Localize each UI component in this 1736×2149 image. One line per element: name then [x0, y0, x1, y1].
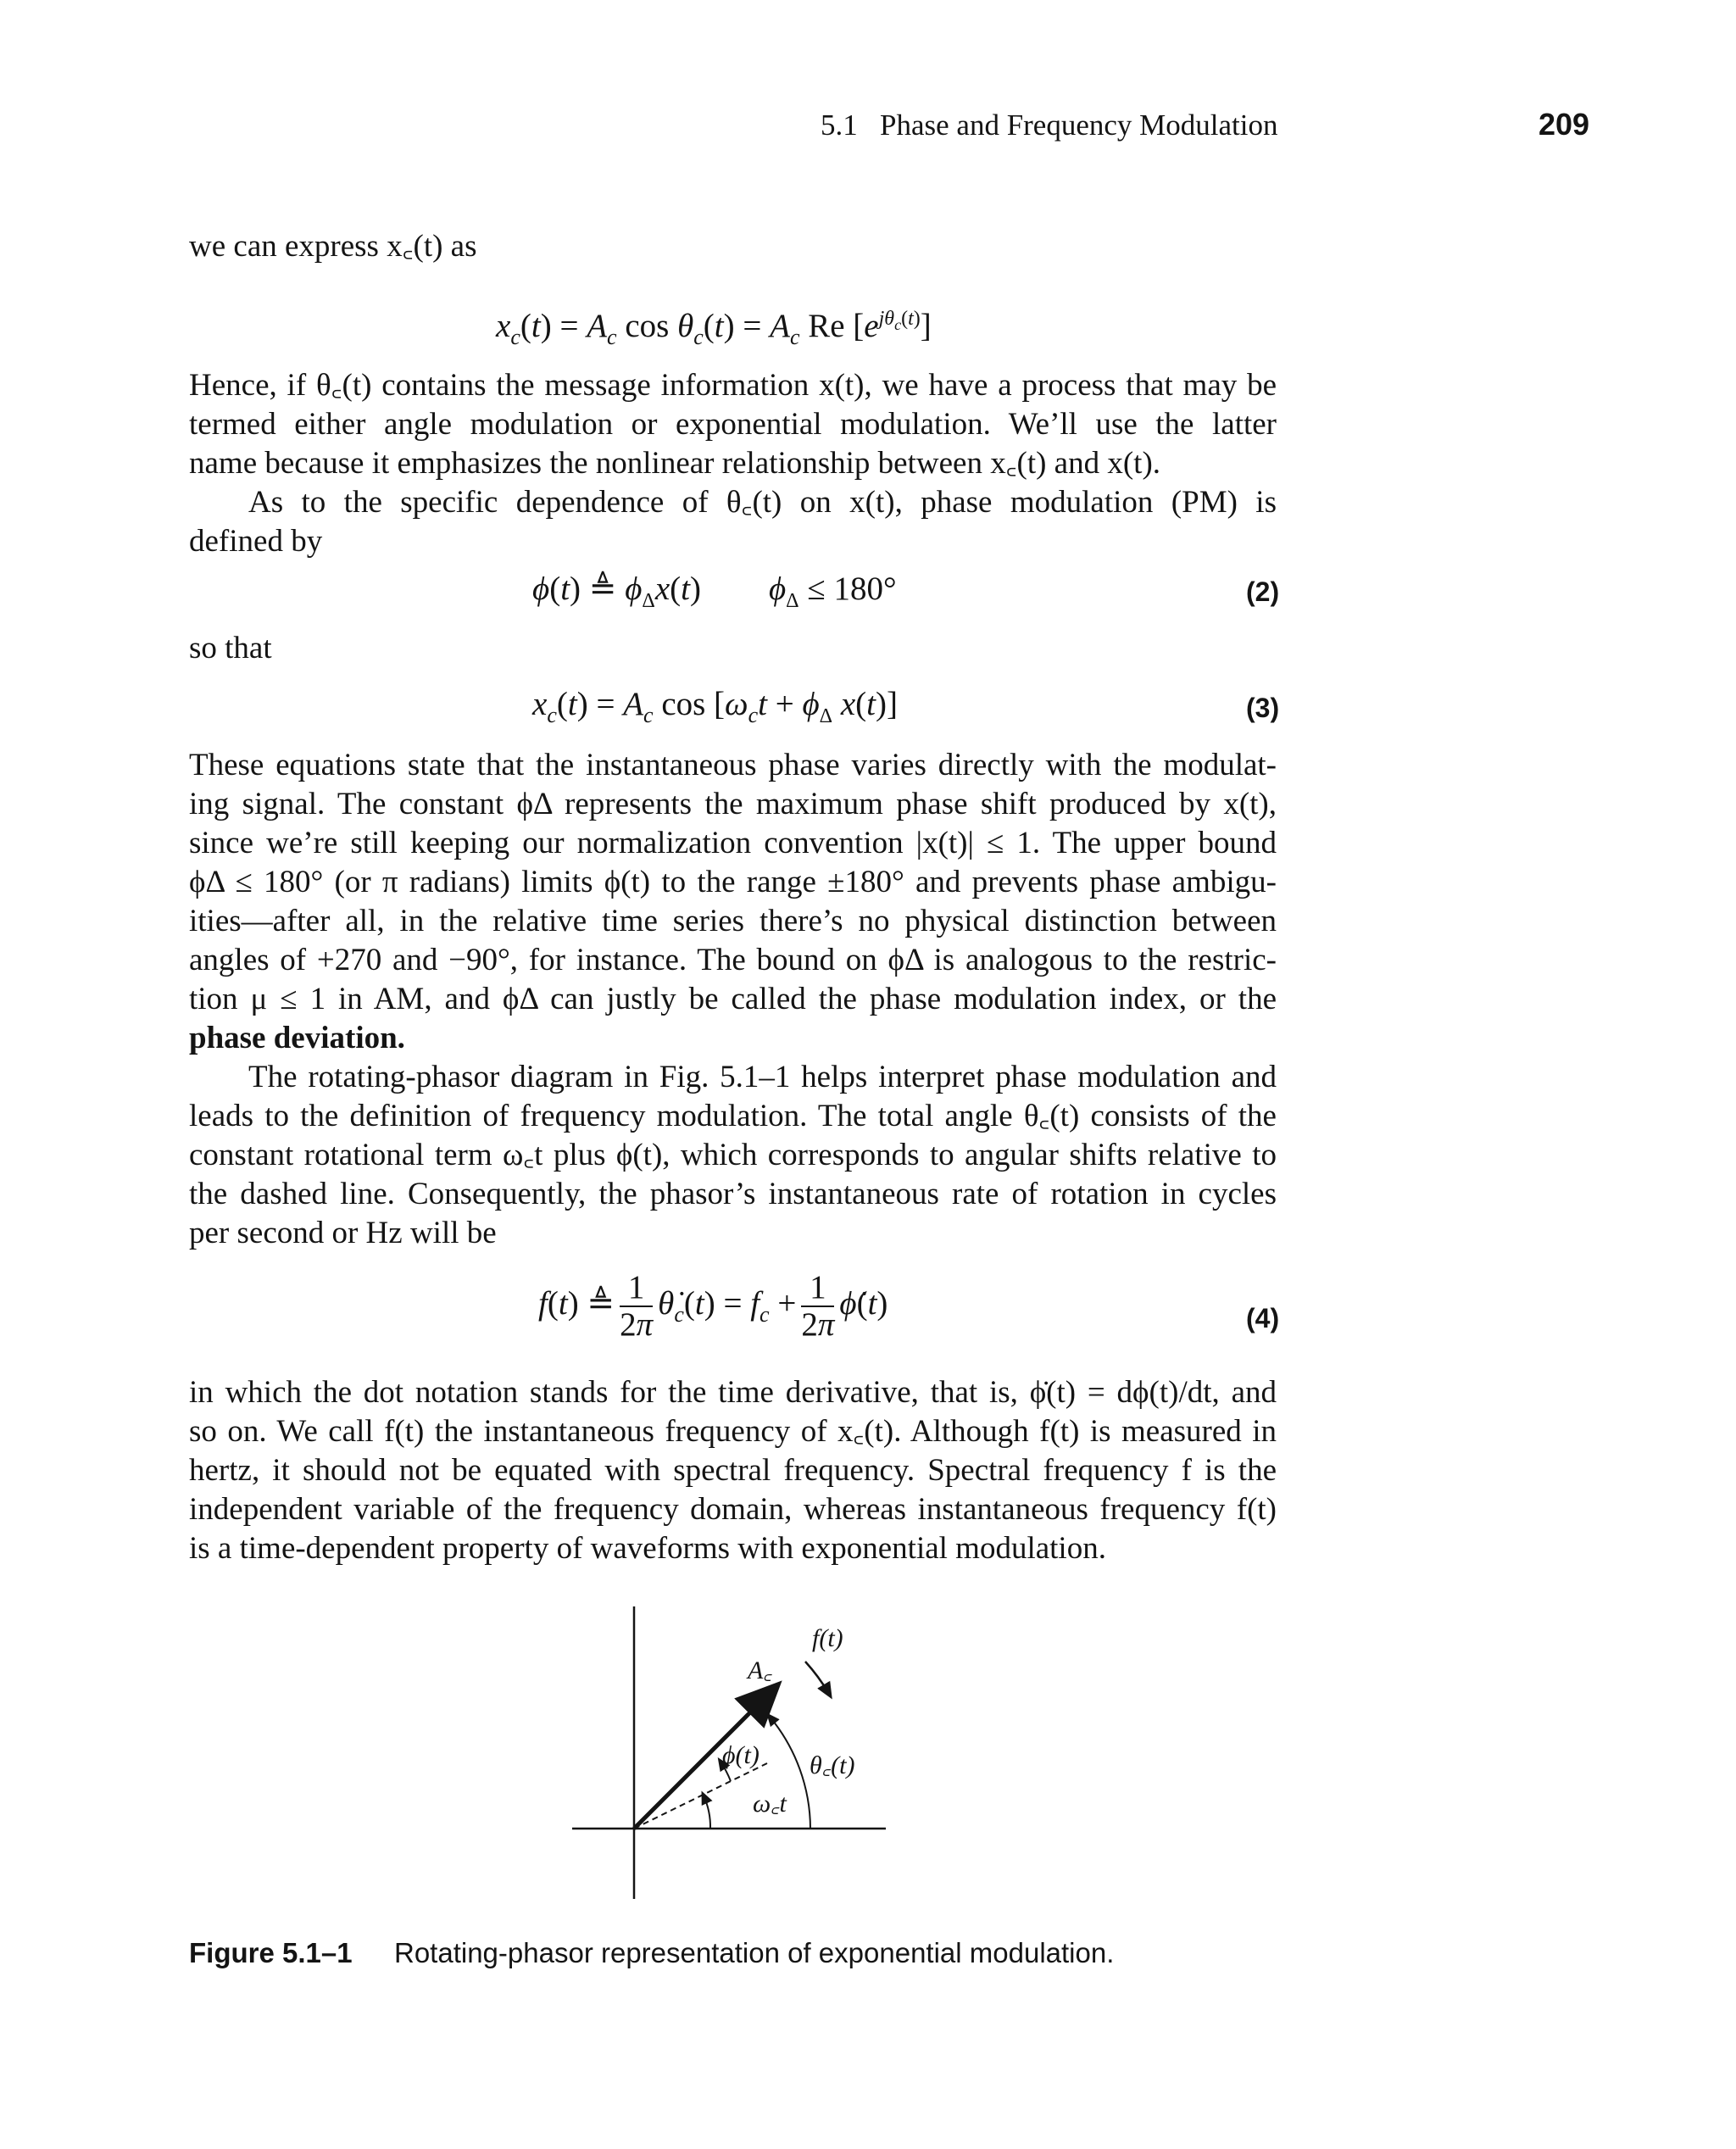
so-that-text: so that — [189, 631, 272, 665]
paragraph-angle-modulation: Hence, if θ꜀(t) contains the message information x(t), we have a process that may be termed either angle modulation or exponential modulation. We’ll use the latter name because it emphasizes the nonlinear relationship between x꜀(t) and x(t). — [189, 368, 1277, 481]
equation-2: ϕ(t) ≜ $\phi_\Delta x(t) \phi_\Delta \le 180^\circ$ — [532, 571, 897, 612]
equation-4: f(t) ≜ $\frac{1}{2\pi}$ $\thetȧ_c(t) = f_c$ + $\frac{1}{2\pi}$ ϕ̇(t) — [538, 1269, 888, 1343]
figure-caption-text: Rotating-phasor representation of exponential modulation. — [394, 1937, 1115, 1968]
running-header-section: 5.1 Phase and Frequency Modulation — [821, 109, 1278, 142]
rotation-arc — [805, 1662, 829, 1694]
page-number: 209 — [1538, 107, 1590, 142]
label-instantaneous-frequency: f(t) — [812, 1624, 843, 1652]
label-theta: θ꜀(t) — [810, 1751, 855, 1779]
dashed-reference-line — [634, 1763, 767, 1829]
equation-3-number: (3) — [1246, 693, 1280, 723]
label-phi: ϕ(t) — [722, 1741, 760, 1769]
label-amplitude: A꜀ — [748, 1656, 772, 1684]
paragraph-rotating-phasor: The rotating-phasor diagram in Fig. 5.1–1 helps interpret phase modulation and leads to the definition of frequency modulation. The total angle θ꜀(t) consists of the constant rotational term ω꜀t plus ϕ(t), which corresponds to angular shifts relative to the dashed line. Consequently, the phasor’s instantaneous rate of rotation in cycles per second or Hz will be — [189, 1060, 1277, 1250]
fraction-1-over-2pi: $\frac{1}{2\pi}$ — [801, 1269, 835, 1343]
paragraph-pm-definition: As to the specific dependence of θ꜀(t) on x(t), phase modulation (PM) is defined by — [189, 485, 1277, 559]
equation-3: $x_c(t) = A_c$ $\cos [\omega_ct + \phi_\Delta$ x(t)] — [532, 686, 898, 727]
omega-t-arc — [704, 1795, 710, 1829]
equation-4-number: (4) — [1246, 1303, 1280, 1333]
label-omega-t: ω꜀t — [753, 1790, 787, 1818]
figure-caption-label: Figure 5.1–1 — [189, 1937, 353, 1968]
equation-2-number: (2) — [1246, 576, 1280, 607]
rotating-phasor-diagram — [559, 1594, 915, 1916]
intro-text: we can express x꜀(t) as — [189, 229, 477, 264]
paragraph-instantaneous-frequency: in which the dot notation stands for the time derivative, that is, ϕ̇(t) = dϕ(t)/dt, and so on. We call f(t) the instantaneous frequency of x꜀(t). Although f(t) is measured in hertz, it should not be equated with spectral frequency. Spectral frequency f is the independent variable of the frequency domain, whereas instantaneous frequency f(t) is a time-dependent property of waveforms with exponential modulation. — [189, 1375, 1277, 1566]
paragraph-phase-deviation: These equations state that the instantaneous phase varies directly with the modulat- ing signal. The constant ϕΔ represents the maximum phase shift produced by x(t), since we’re still keeping our normalization convention |x(t)| ≤ 1. The upper bound ϕΔ ≤ 180° (or π radians) limits ϕ(t) to the range ±180° and prevents phase ambigu- ities—after all, in the relative time series there’s no physical distinction between angles of +270 and −90°, for instance. The bound on ϕΔ is analogous to the restric- tion μ ≤ 1 in AM, and ϕΔ can justly be called the phase modulation index, or the phase deviation. — [189, 748, 1277, 1055]
equation-xc: $x_c(t) = A_c$ $\cos \theta_c(t) = A_c$ Re $[e^{j\theta_c(t)}]$ — [496, 308, 932, 349]
fraction-1-over-2pi: $\frac{1}{2\pi}$ — [620, 1269, 654, 1343]
